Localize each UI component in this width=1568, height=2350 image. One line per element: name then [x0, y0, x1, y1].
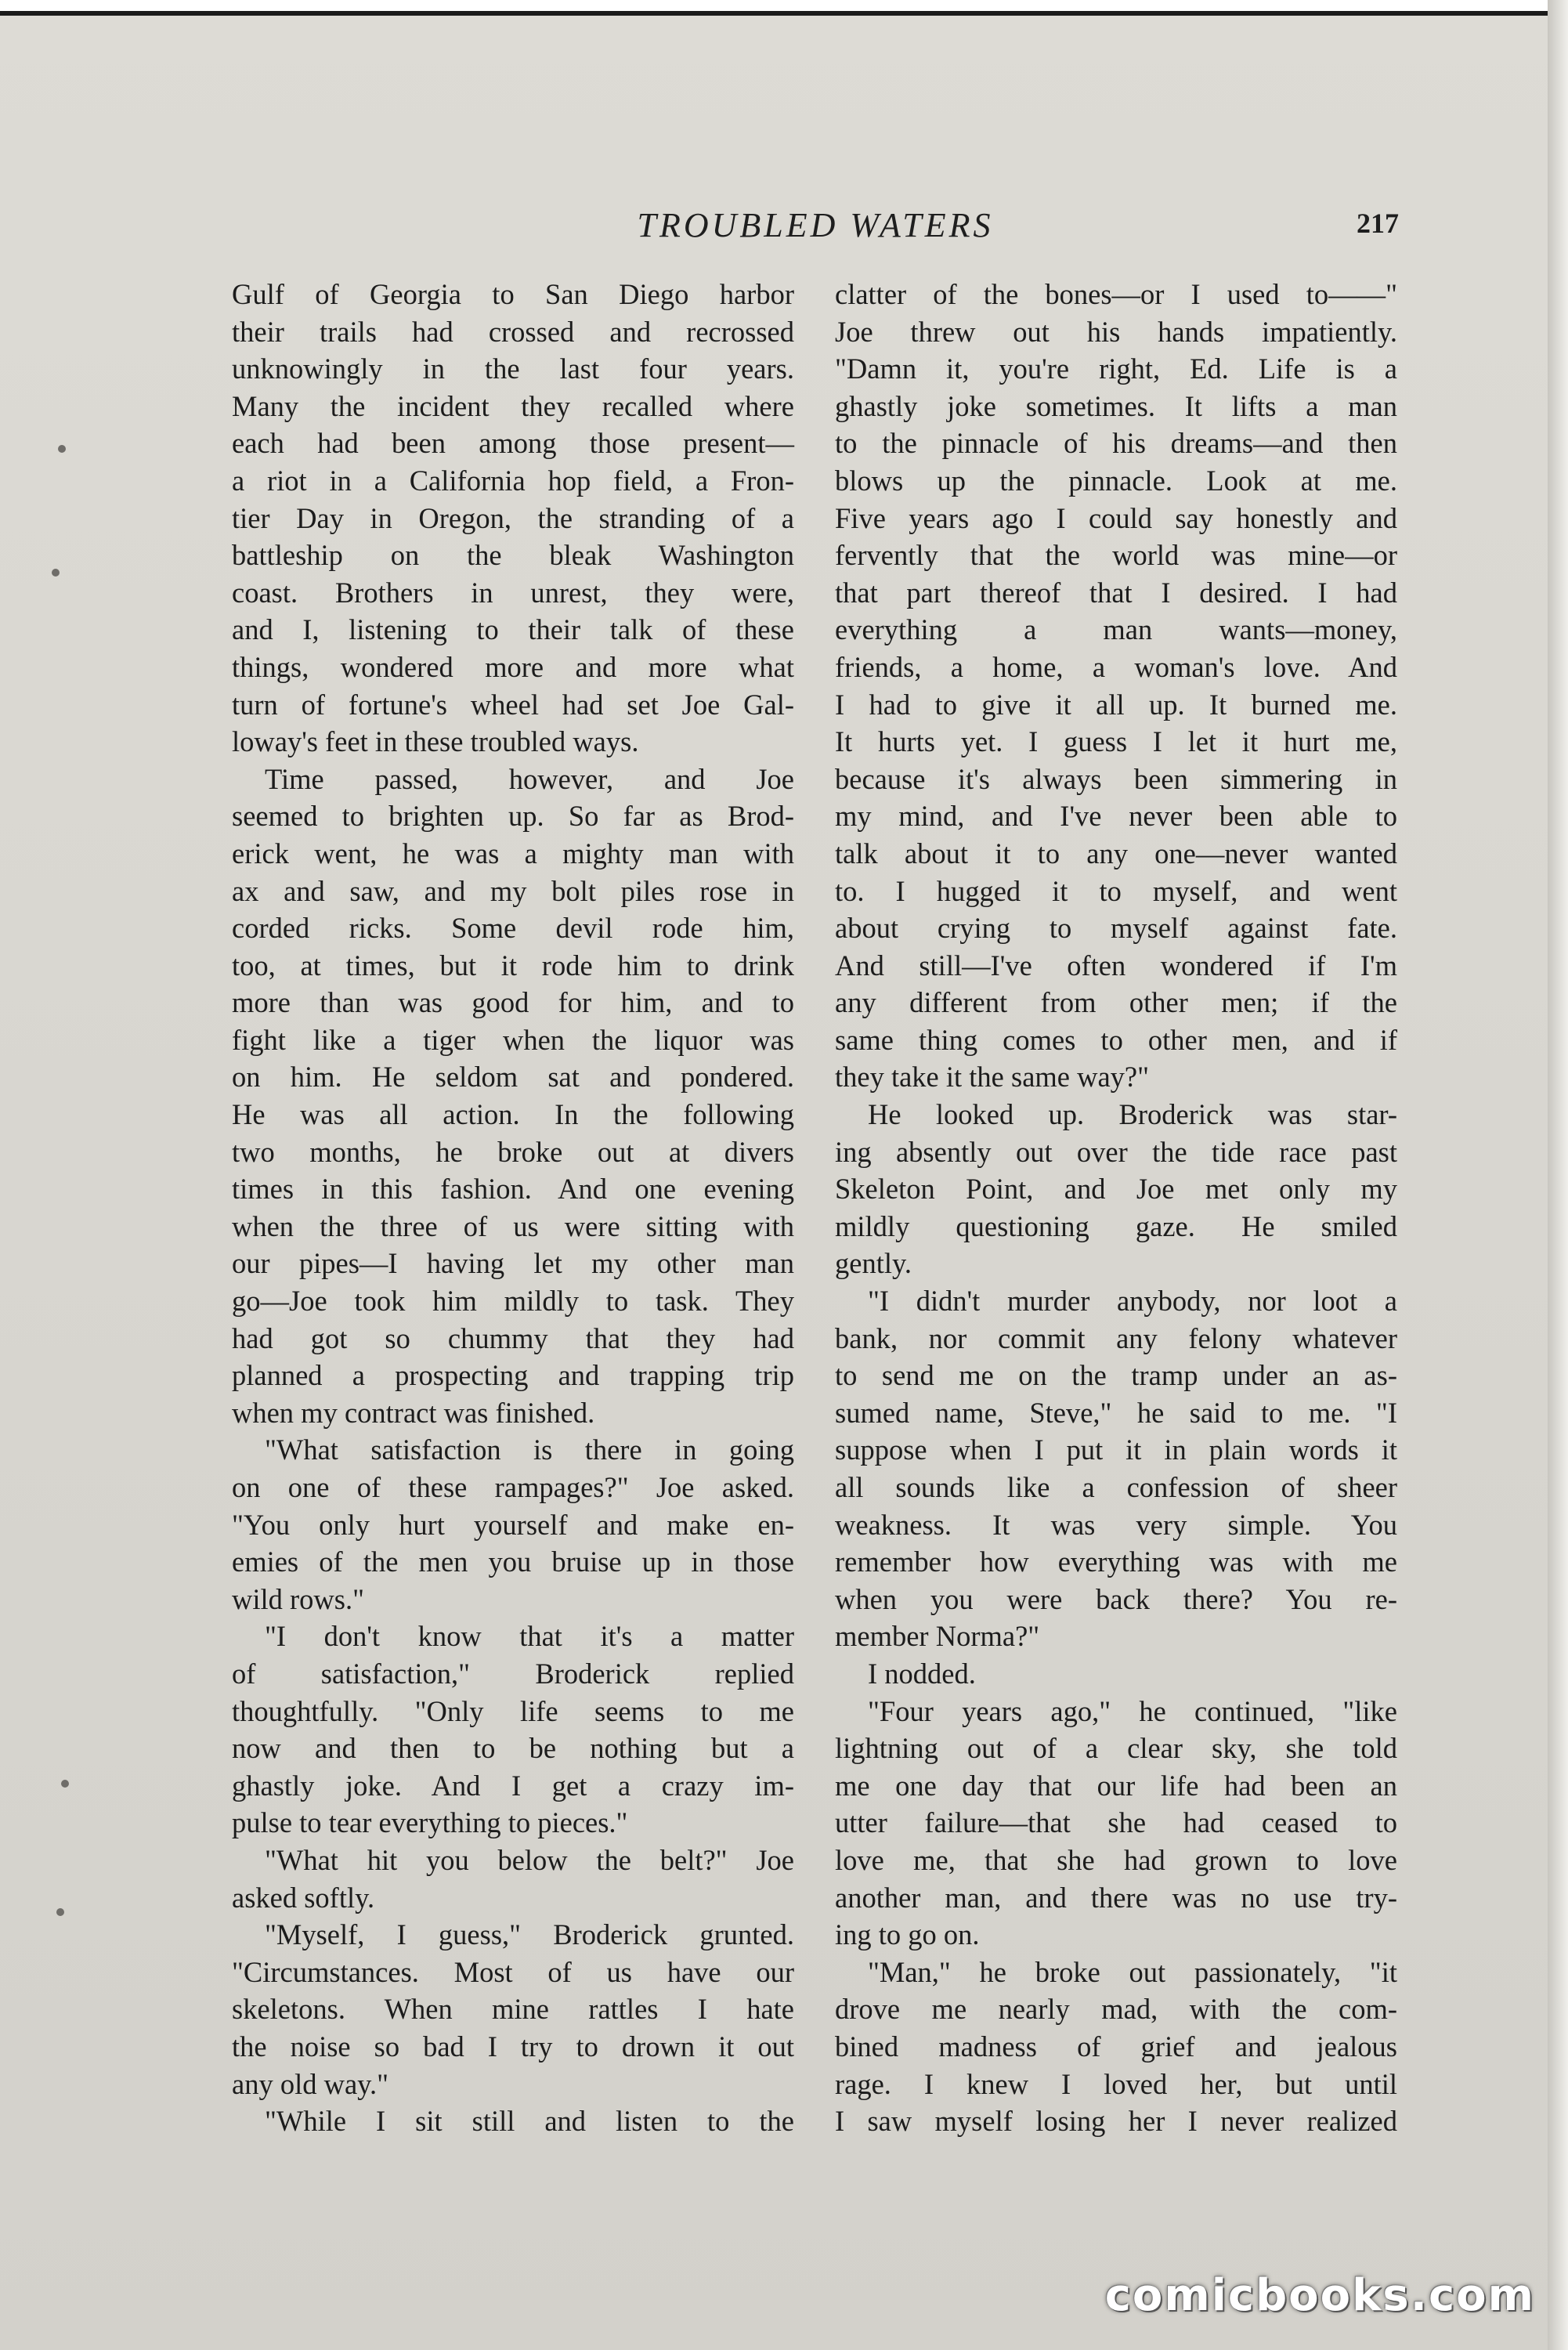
text-line: clatter of the bones—or I used to——"	[835, 278, 1397, 310]
text-line: a riot in a California hop field, a Fron-	[232, 464, 794, 497]
text-line: go—Joe took him mildly to task. They	[232, 1285, 794, 1318]
text-line: Gulf of Georgia to San Diego harbor	[232, 278, 794, 310]
text-line: corded ricks. Some devil rode him,	[232, 912, 794, 945]
punch-hole-mark	[56, 1908, 64, 1916]
running-title: TROUBLED WATERS	[637, 206, 994, 244]
text-line: "Four years ago," he continued, "like	[868, 1694, 1397, 1727]
text-line: weakness. It was very simple. You	[835, 1508, 1397, 1541]
text-line: had got so chummy that they had	[232, 1321, 794, 1354]
text-line: rage. I knew I loved her, but until	[835, 2067, 1397, 2100]
text-line: He looked up. Broderick was star-	[868, 1098, 1397, 1131]
text-line: planned a prospecting and trapping trip	[232, 1359, 794, 1392]
text-line: wild rows."	[232, 1582, 365, 1615]
text-line: each had been among those present—	[232, 427, 794, 460]
text-line: because it's always been simmering in	[835, 762, 1397, 795]
right-text-column	[835, 276, 1397, 2140]
text-line: lightning out of a clear sky, she told	[835, 1732, 1397, 1765]
text-line: It hurts yet. I guess I let it hurt me,	[835, 725, 1397, 758]
text-line: that part thereof that I desired. I had	[835, 576, 1397, 609]
text-line: loway's feet in these troubled ways.	[232, 725, 639, 758]
text-line: And still—I've often wondered if I'm	[835, 949, 1397, 982]
text-line: our pipes—I having let my other man	[232, 1247, 794, 1280]
text-line: "What hit you below the belt?" Joe	[265, 1843, 794, 1876]
text-line: friends, a home, a woman's love. And	[835, 650, 1397, 683]
text-line: skeletons. When mine rattles I hate	[232, 1993, 794, 2026]
page-right-edge	[1548, 0, 1568, 2350]
text-line: ing to go on.	[835, 1918, 980, 1951]
text-line: everything a man wants—money,	[835, 613, 1397, 646]
left-text-column	[232, 276, 794, 2140]
text-line: battleship on the bleak Washington	[232, 539, 794, 572]
text-line: bank, nor commit any felony whatever	[835, 1321, 1397, 1354]
text-line: on him. He seldom sat and pondered.	[232, 1061, 794, 1094]
text-line: to. I hugged it to myself, and went	[835, 874, 1397, 907]
text-line: they take it the same way?"	[835, 1061, 1150, 1094]
text-line: drove me nearly mad, with the com-	[835, 1993, 1397, 2026]
text-line: fervently that the world was mine—or	[835, 539, 1397, 572]
page-number: 217	[1357, 208, 1399, 239]
text-line: I nodded.	[868, 1657, 976, 1690]
punch-hole-mark	[52, 569, 60, 577]
text-line: same thing comes to other men, and if	[835, 1023, 1397, 1056]
text-line: Skeleton Point, and Joe met only my	[835, 1173, 1397, 1206]
text-line: another man, and there was no use try-	[835, 1881, 1397, 1914]
text-line: I saw myself losing her I never realized	[835, 2105, 1397, 2138]
text-line: emies of the men you bruise up in those	[232, 1546, 794, 1578]
punch-hole-mark	[61, 1780, 69, 1788]
text-line: of satisfaction," Broderick replied	[232, 1657, 794, 1690]
text-line: utter failure—that she had ceased to	[835, 1806, 1397, 1839]
text-line: when you were back there? You re-	[835, 1582, 1397, 1615]
text-line: more than was good for him, and to	[232, 986, 794, 1019]
text-line: Time passed, however, and Joe	[265, 762, 794, 795]
text-line: pulse to tear everything to pieces."	[232, 1806, 628, 1839]
text-line: to the pinnacle of his dreams—and then	[835, 427, 1397, 460]
text-line: the noise so bad I try to drown it out	[232, 2030, 794, 2063]
text-line: He was all action. In the following	[232, 1098, 794, 1131]
site-watermark: comicbooks.com	[1104, 2270, 1535, 2321]
text-line: turn of fortune's wheel had set Joe Gal-	[232, 688, 794, 721]
text-line: gently.	[835, 1247, 912, 1280]
text-line: my mind, and I've never been able to	[835, 800, 1397, 833]
text-line: "Man," he broke out passionately, "it	[868, 1955, 1397, 1988]
text-line: when my contract was finished.	[232, 1396, 595, 1429]
text-line: me one day that our life had been an	[835, 1769, 1397, 1802]
text-line: "You only hurt yourself and make en-	[232, 1508, 794, 1541]
text-line: "Myself, I guess," Broderick grunted.	[265, 1918, 794, 1951]
text-line: "What satisfaction is there in going	[265, 1434, 794, 1466]
text-line: their trails had crossed and recrossed	[232, 315, 794, 348]
text-line: bined madness of grief and jealous	[835, 2030, 1397, 2063]
text-line: "Circumstances. Most of us have our	[232, 1955, 794, 1988]
text-line: "Damn it, you're right, Ed. Life is a	[835, 352, 1397, 385]
text-line: "While I sit still and listen to the	[265, 2105, 794, 2138]
text-line: ghastly joke. And I get a crazy im-	[232, 1769, 794, 1802]
text-line: talk about it to any one—never wanted	[835, 837, 1397, 870]
text-line: and I, listening to their talk of these	[232, 613, 794, 646]
text-line: coast. Brothers in unrest, they were,	[232, 576, 794, 609]
text-line: two months, he broke out at divers	[232, 1135, 794, 1168]
page-header	[232, 205, 1399, 252]
text-line: mildly questioning gaze. He smiled	[835, 1209, 1397, 1242]
text-line: sumed name, Steve," he said to me. "I	[835, 1396, 1397, 1429]
text-line: unknowingly in the last four years.	[232, 352, 794, 385]
text-line: asked softly.	[232, 1881, 375, 1914]
text-line: thoughtfully. "Only life seems to me	[232, 1694, 794, 1727]
text-line: Five years ago I could say honestly and	[835, 501, 1397, 534]
text-line: fight like a tiger when the liquor was	[232, 1023, 794, 1056]
text-line: too, at times, but it rode him to drink	[232, 949, 794, 982]
text-line: tier Day in Oregon, the stranding of a	[232, 501, 794, 534]
text-line: blows up the pinnacle. Look at me.	[835, 464, 1397, 497]
text-line: seemed to brighten up. So far as Brod-	[232, 800, 794, 833]
text-line: ax and saw, and my bolt piles rose in	[232, 874, 794, 907]
text-line: love me, that she had grown to love	[835, 1843, 1397, 1876]
text-line: to send me on the tramp under an as-	[835, 1359, 1397, 1392]
text-line: "I don't know that it's a matter	[265, 1620, 794, 1653]
text-line: on one of these rampages?" Joe asked.	[232, 1471, 794, 1503]
text-line: erick went, he was a mighty man with	[232, 837, 794, 870]
text-line: member Norma?"	[835, 1620, 1040, 1653]
text-line: all sounds like a confession of sheer	[835, 1471, 1397, 1503]
text-line: I had to give it all up. It burned me.	[835, 688, 1397, 721]
text-line: Many the incident they recalled where	[232, 389, 794, 422]
text-line: ing absently out over the tide race past	[835, 1135, 1397, 1168]
text-line: things, wondered more and more what	[232, 650, 794, 683]
text-line: ghastly joke sometimes. It lifts a man	[835, 389, 1397, 422]
text-line: remember how everything was with me	[835, 1546, 1397, 1578]
text-line: "I didn't murder anybody, nor loot a	[868, 1285, 1397, 1318]
text-line: Joe threw out his hands impatiently.	[835, 315, 1397, 348]
punch-hole-mark	[58, 445, 66, 453]
page-top-edge	[0, 0, 1568, 16]
text-line: when the three of us were sitting with	[232, 1209, 794, 1242]
text-line: suppose when I put it in plain words it	[835, 1434, 1397, 1466]
text-line: about crying to myself against fate.	[835, 912, 1397, 945]
text-line: now and then to be nothing but a	[232, 1732, 794, 1765]
text-line: any old way."	[232, 2067, 389, 2100]
text-line: any different from other men; if the	[835, 986, 1397, 1019]
text-line: times in this fashion. And one evening	[232, 1173, 794, 1206]
